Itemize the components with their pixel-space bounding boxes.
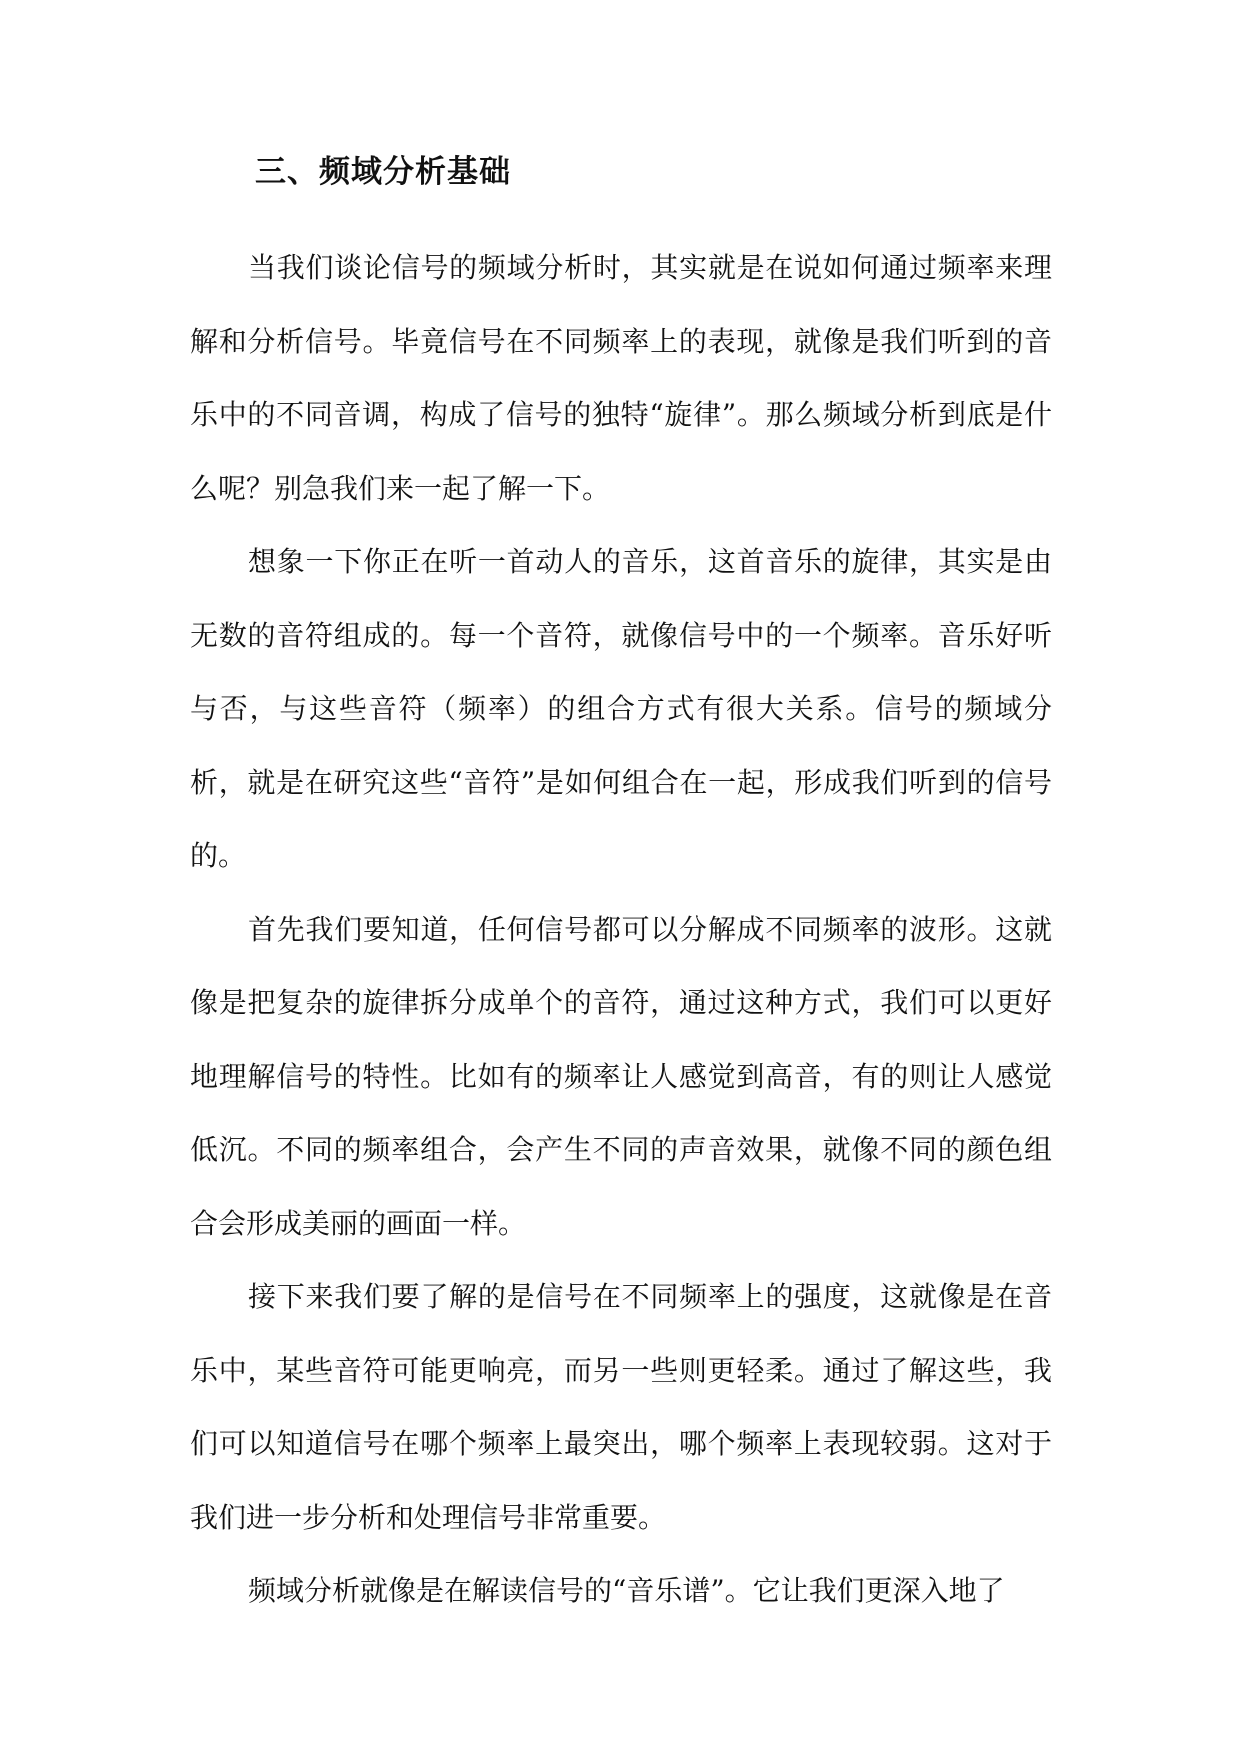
paragraph-5: 频域分析就像是在解读信号的“音乐谱”。它让我们更深入地了 [248,1574,1005,1607]
paragraph-4: 接下来我们要了解的是信号在不同频率上的强度，这就像是在音乐中，某些音符可能更响亮，而另一些则更轻柔。通过了解这些，我们可以知道信号在哪个频率上最突出，哪个频率上表现较弱。这对于我们进一步分析和处理信号非常重要。 [190,1280,1052,1534]
paragraph-1: 当我们谈论信号的频域分析时，其实就是在说如何通过频率来理解和分析信号。毕竟信号在不同频率上的表现，就像是我们听到的音乐中的不同音调，构成了信号的独特“旋律”。那么频域分析到底是什么呢？别急我们来一起了解一下。 [190,251,1052,505]
paragraph-3: 首先我们要知道，任何信号都可以分解成不同频率的波形。这就像是把复杂的旋律拆分成单个的音符，通过这种方式，我们可以更好地理解信号的特性。比如有的频率让人感觉到高音，有的则让人感觉低沉。不同的频率组合，会产生不同的声音效果，就像不同的颜色组合会形成美丽的画面一样。 [190,912,1052,1240]
section-heading: 三、频域分析基础 [255,154,511,190]
body-text [190,231,1052,1628]
paragraph-2: 想象一下你正在听一首动人的音乐，这首音乐的旋律，其实是由无数的音符组成的。每一个音符，就像信号中的一个频率。音乐好听与否，与这些音符（频率）的组合方式有很大关系。信号的频域分析，就是在研究这些“音符”是如何组合在一起，形成我们听到的信号的。 [190,545,1052,872]
